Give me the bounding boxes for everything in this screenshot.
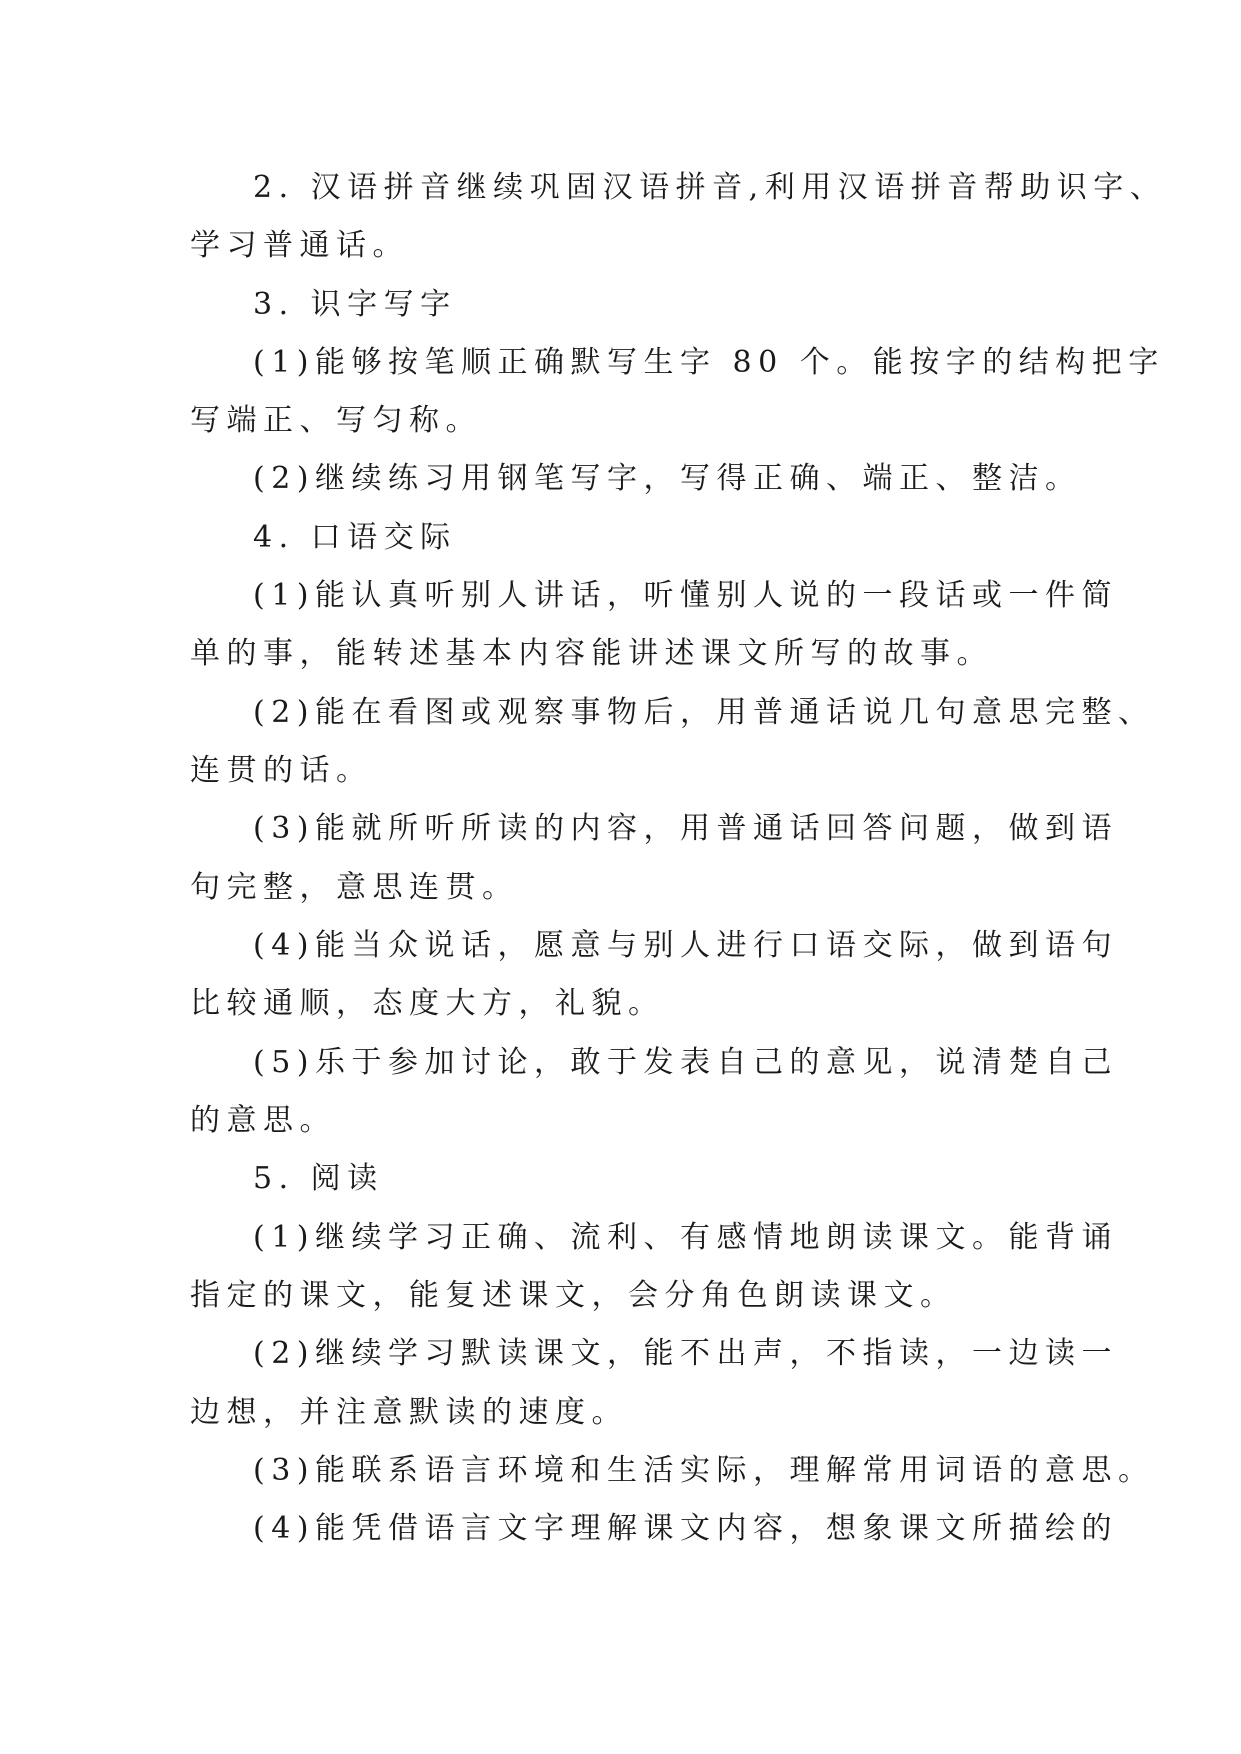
paragraph-line: 的意思。 [190,1103,336,1138]
paragraph-line: (3)能就所听所读的内容，用普通话回答问题，做到语 [253,811,1118,846]
paragraph-line: (4)能凭借语言文字理解课文内容，想象课文所描绘的 [253,1511,1118,1546]
paragraph-line: 2. 汉语拼音继续巩固汉语拼音,利用汉语拼音帮助识字、 [253,170,1167,205]
section-heading: 4. 口语交际 [253,520,457,555]
paragraph-line: (1)能认真听别人讲话，听懂别人说的一段话或一件简 [253,578,1118,613]
paragraph-line: 连贯的话。 [190,753,373,788]
paragraph-line: 写端正、写匀称。 [190,403,482,438]
paragraph-line: (2)继续学习默读课文，能不出声，不指读，一边读一 [253,1336,1118,1371]
paragraph-line: (5)乐于参加讨论，敢于发表自己的意见，说清楚自己 [253,1045,1118,1080]
paragraph-line: (2)能在看图或观察事物后，用普通话说几句意思完整、 [253,695,1155,730]
section-heading: 3. 识字写字 [253,287,457,322]
paragraph-line: (1)能够按笔顺正确默写生字 80 个。能按字的结构把字 [253,345,1165,380]
paragraph-line: 比较通顺，态度大方，礼貌。 [190,986,665,1021]
paragraph-line: (3)能联系语言环境和生活实际，理解常用词语的意思。 [253,1453,1155,1488]
section-heading: 5. 阅读 [253,1161,384,1196]
paragraph-line: 句完整，意思连贯。 [190,870,519,905]
paragraph-line: 指定的课文，能复述课文，会分角色朗读课文。 [190,1278,957,1313]
paragraph-line: (4)能当众说话，愿意与别人进行口语交际，做到语句 [253,928,1118,963]
paragraph-line: 单的事，能转述基本内容能讲述课文所写的故事。 [190,636,993,671]
paragraph-line: (2)继续练习用钢笔写字，写得正确、端正、整洁。 [253,461,1082,496]
paragraph-line: (1)继续学习正确、流利、有感情地朗读课文。能背诵 [253,1220,1118,1255]
paragraph-line: 学习普通话。 [190,228,409,263]
paragraph-line: 边想，并注意默读的速度。 [190,1395,628,1430]
